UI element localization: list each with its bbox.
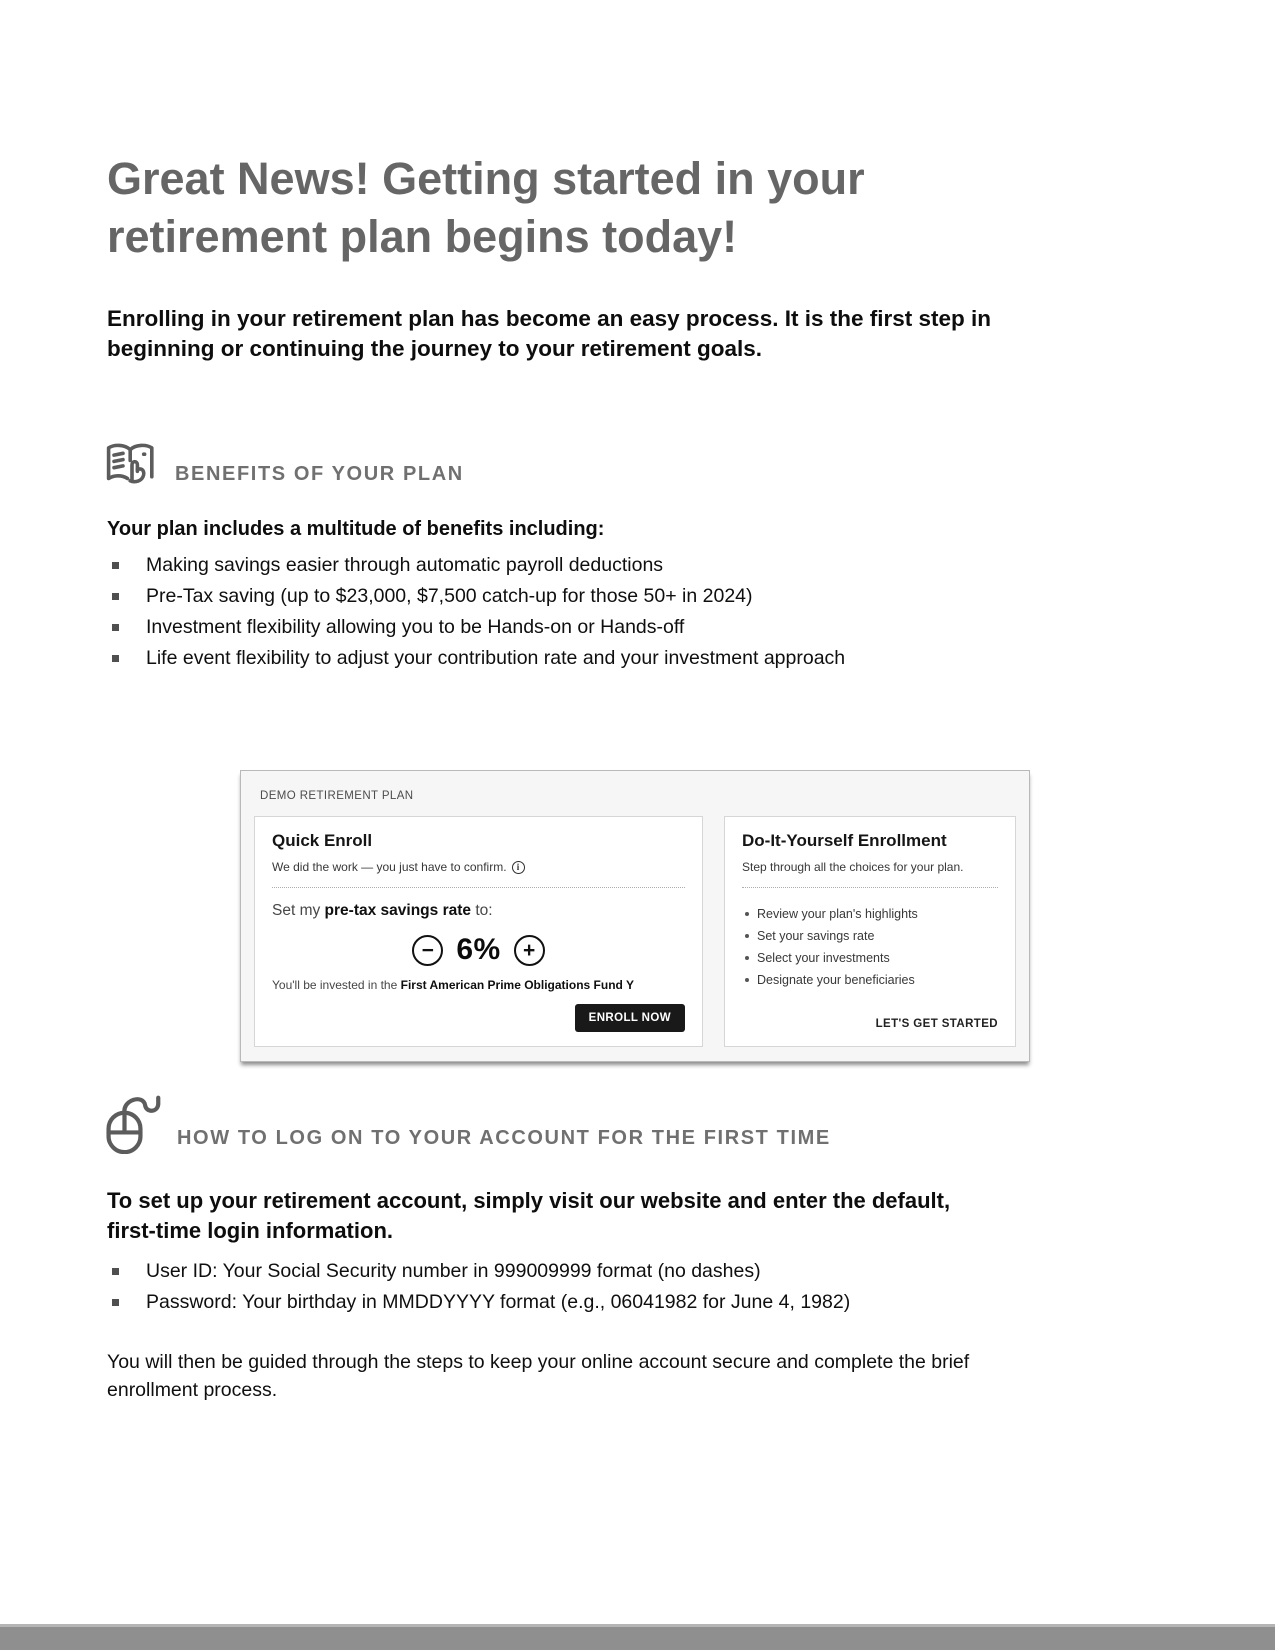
- bullet-square-icon: [112, 562, 119, 569]
- quick-enroll-panel: [254, 816, 703, 1047]
- intro-line2: beginning or continuing the journey to your retirement goals.: [107, 336, 763, 361]
- decrease-rate-button[interactable]: −: [412, 935, 443, 966]
- login-lead-line1: To set up your retirement account, simply visit our website and enter the default,: [107, 1188, 951, 1213]
- page-title-line1: Great News! Getting started in your: [107, 153, 865, 204]
- divider: [272, 887, 685, 888]
- list-item: [742, 947, 998, 969]
- intro-line1: Enrolling in your retirement plan has become an easy process. It is the first step in: [107, 306, 991, 331]
- quick-enroll-subtitle: [272, 860, 685, 874]
- list-item-text: Password: Your birthday in MMDDYYYY format (e.g., 06041982 for June 4, 1982): [146, 1291, 851, 1313]
- enrollment-panels: [254, 816, 1016, 1047]
- savings-rate-value: 6%: [456, 933, 501, 966]
- demo-plan-label: DEMO RETIREMENT PLAN: [260, 790, 414, 802]
- invest-fund-name: First American Prime Obligations Fund Y: [400, 978, 634, 992]
- bullet-square-icon: [112, 1299, 119, 1306]
- list-item-text: Review your plan's highlights: [757, 907, 918, 921]
- diy-steps-list: [742, 903, 998, 991]
- login-lead-line2: first-time login information.: [107, 1218, 393, 1243]
- invest-prefix: You'll be invested in the: [272, 978, 401, 992]
- savings-rate-stepper: [272, 933, 685, 967]
- list-item: [110, 612, 845, 643]
- quick-enroll-subtitle-text: We did the work — you just have to confirm.: [272, 860, 507, 874]
- bullet-square-icon: [112, 624, 119, 631]
- intro-paragraph: [107, 304, 1067, 364]
- benefits-lead: Your plan includes a multitude of benefits including:: [107, 518, 605, 540]
- bullet-dot-icon: [745, 912, 749, 916]
- closing-line2: enrollment process.: [107, 1379, 278, 1401]
- increase-rate-button[interactable]: +: [514, 935, 545, 966]
- list-item: [742, 903, 998, 925]
- set-rate-bold: pre-tax savings rate: [324, 902, 472, 919]
- bullet-square-icon: [112, 1268, 119, 1275]
- enroll-now-button[interactable]: ENROLL NOW: [575, 1004, 685, 1032]
- invest-line: [272, 978, 685, 992]
- bullet-square-icon: [112, 593, 119, 600]
- footer-bar: [0, 1624, 1275, 1650]
- info-icon[interactable]: i: [512, 861, 525, 874]
- diy-title: Do-It-Yourself Enrollment: [742, 831, 947, 850]
- page-title-line2: retirement plan begins today!: [107, 211, 738, 262]
- page-title: [107, 150, 1107, 266]
- benefits-section-header: [105, 440, 464, 490]
- login-lead: [107, 1186, 1067, 1246]
- divider: [742, 887, 998, 888]
- benefits-list: [110, 550, 845, 674]
- set-rate-prefix: Set my: [272, 902, 325, 919]
- set-rate-suffix: to:: [471, 902, 493, 919]
- quick-enroll-footer: [272, 1004, 685, 1032]
- login-heading: HOW TO LOG ON TO YOUR ACCOUNT FOR THE FIRST TIME: [177, 1127, 831, 1149]
- list-item: [742, 969, 998, 991]
- list-item: [110, 643, 845, 674]
- bullet-dot-icon: [745, 978, 749, 982]
- mouse-icon: [100, 1094, 164, 1154]
- diy-subtitle: Step through all the choices for your plan.: [742, 860, 964, 874]
- list-item-text: Designate your beneficiaries: [757, 973, 915, 987]
- benefits-heading: BENEFITS OF YOUR PLAN: [175, 463, 464, 485]
- lets-get-started-button[interactable]: LET'S GET STARTED: [875, 1018, 998, 1030]
- closing-paragraph: [107, 1348, 1077, 1404]
- diy-enrollment-panel: [724, 816, 1016, 1047]
- list-item-text: Investment flexibility allowing you to be Hands-on or Hands-off: [146, 616, 685, 638]
- login-section-header: [100, 1094, 831, 1154]
- demo-plan-card: [240, 770, 1030, 1062]
- list-item-text: Select your investments: [757, 951, 890, 965]
- closing-line1: You will then be guided through the steps to keep your online account secure and complete the brief: [107, 1351, 970, 1373]
- quick-enroll-title: Quick Enroll: [272, 831, 373, 850]
- list-item-text: Set your savings rate: [757, 929, 875, 943]
- bullet-dot-icon: [745, 956, 749, 960]
- list-item: [110, 1287, 850, 1318]
- list-item-text: Making savings easier through automatic payroll deductions: [146, 554, 664, 576]
- bullet-dot-icon: [745, 934, 749, 938]
- list-item: [110, 581, 845, 612]
- list-item: [110, 1256, 850, 1287]
- set-rate-line: [272, 902, 685, 920]
- list-item-text: Life event flexibility to adjust your contribution rate and your investment approach: [146, 647, 846, 669]
- list-item: [742, 925, 998, 947]
- list-item-text: User ID: Your Social Security number in 999009999 format (no dashes): [146, 1260, 761, 1282]
- list-item-text: Pre-Tax saving (up to $23,000, $7,500 catch-up for those 50+ in 2024): [146, 585, 753, 607]
- login-list: [110, 1256, 850, 1318]
- bullet-square-icon: [112, 655, 119, 662]
- open-book-icon: [105, 440, 159, 490]
- diy-footer: [742, 1014, 998, 1032]
- list-item: [110, 550, 845, 581]
